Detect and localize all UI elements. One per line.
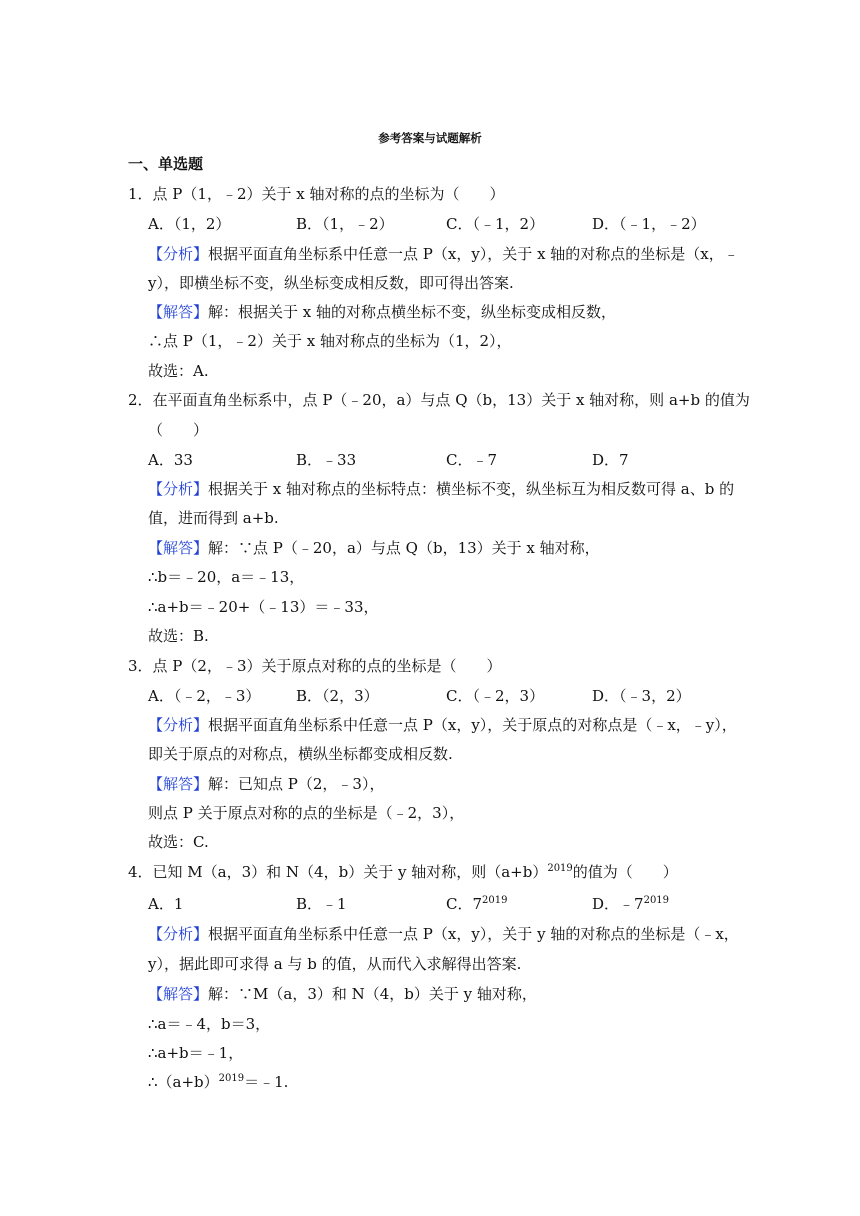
analysis-tag: 【分析】 [148,716,209,734]
q4-analysis-line-2: y），据此即可求得 a 与 b 的值，从而代入求解得出答案. [148,955,522,973]
answer-tag: 【解答】 [148,539,209,557]
q2-answer-line-2: ∴b＝﹣20，a＝﹣13， [148,568,305,586]
q4-option-b: B．﹣1 [296,895,347,913]
q3-answer-line-3: 故选：C. [148,833,209,851]
question-2-stem-line-1: 2．在平面直角坐标系中，点 P（﹣20，a）与点 Q（b，13）关于 x 轴对称，则 a+b 的值为 [128,391,750,409]
q1-analysis-line-2: y），即横坐标不变，纵坐标变成相反数，即可得出答案. [148,274,514,292]
q1-option-d: D．（﹣1，﹣2） [592,215,706,233]
answer-tag: 【解答】 [148,985,209,1003]
question-2-stem-line-2: （ ） [148,421,209,439]
q2-analysis-line-1: 【分析】根据关于 x 轴对称点的坐标特点：横坐标不变，纵坐标互为相反数可得 a、b 的 [148,480,735,498]
q1-answer-line-3: 故选：A. [148,362,209,380]
q4-answer-line-1: 【解答】解：∵M（a，3）和 N（4，b）关于 y 轴对称， [148,985,537,1003]
q3-answer-line-1: 【解答】解：已知点 P（2，﹣3）， [148,775,385,793]
page-title: 参考答案与试题解析 [378,131,482,145]
q4-answer-line-3: ∴a+b＝﹣1， [148,1044,244,1062]
q3-analysis-line-1: 【分析】根据平面直角坐标系中任意一点 P（x，y），关于原点的对称点是（﹣x，﹣y）， [148,716,737,734]
q1-option-a: A．（1，2） [148,215,231,233]
q2-option-b: B．﹣33 [296,451,357,469]
q3-answer-line-2: 则点 P 关于原点对称的点的坐标是（﹣2，3）， [148,804,465,822]
answer-tag: 【解答】 [148,775,209,793]
q1-answer-line-2: ∴点 P（1，﹣2）关于 x 轴对称点的坐标为（1，2）， [148,332,512,350]
q2-answer-line-1: 【解答】解：∵点 P（﹣20，a）与点 Q（b，13）关于 x 轴对称， [148,539,600,557]
q4-option-a: A．1 [148,895,184,913]
q1-answer-line-1: 【解答】解：根据关于 x 轴的对称点横坐标不变，纵坐标变成相反数， [148,303,617,321]
q1-option-c: C．（﹣1，2） [446,215,545,233]
q2-answer-line-4: 故选：B. [148,627,209,645]
q2-analysis-line-2: 值，进而得到 a+b. [148,509,279,527]
q2-answer-line-3: ∴a+b＝﹣20+（﹣13）＝﹣33， [148,598,379,616]
analysis-tag: 【分析】 [148,480,209,498]
analysis-tag: 【分析】 [148,245,209,263]
answer-tag: 【解答】 [148,303,209,321]
q4-option-d: D．$﹣7^{2019}$ [592,895,670,913]
q4-option-c: C．$7^{2019}$ [446,895,508,913]
question-1-stem: 1．点 P（1，﹣2）关于 x 轴对称的点的坐标为（ ） [128,185,505,203]
q3-option-b: B．（2，3） [296,687,379,705]
q4-analysis-line-1: 【分析】根据平面直角坐标系中任意一点 P（x，y），关于 y 轴的对称点的坐标是（﹣x， [148,925,739,943]
q3-option-c: C．（﹣2，3） [446,687,545,705]
question-3-stem: 3．点 P（2，﹣3）关于原点对称的点的坐标是（ ） [128,657,502,675]
question-4-stem: 4．已知 M（a，3）和 N（4，b）关于 y 轴对称，则$(a+b)^{2019}$的值为（ ） [128,863,678,881]
section-heading: 一、单选题 [128,155,204,173]
q4-answer-line-2: ∴a＝﹣4，b＝3， [148,1015,271,1033]
q2-option-d: D．7 [592,451,629,469]
q1-analysis-line-1: 【分析】根据平面直角坐标系中任意一点 P（x，y），关于 x 轴的对称点的坐标是（x，﹣ [148,245,739,263]
analysis-tag: 【分析】 [148,925,209,943]
q1-option-b: B．（1，﹣2） [296,215,394,233]
q3-analysis-line-2: 即关于原点的对称点，横纵坐标都变成相反数. [148,745,453,763]
q2-option-c: C．﹣7 [446,451,498,469]
q2-option-a: A．33 [148,451,193,469]
q3-option-d: D．（﹣3，2） [592,687,691,705]
q3-option-a: A．（﹣2，﹣3） [148,687,261,705]
q4-answer-line-4: $\therefore(a+b)^{2019}=﹣1$. [148,1073,289,1091]
